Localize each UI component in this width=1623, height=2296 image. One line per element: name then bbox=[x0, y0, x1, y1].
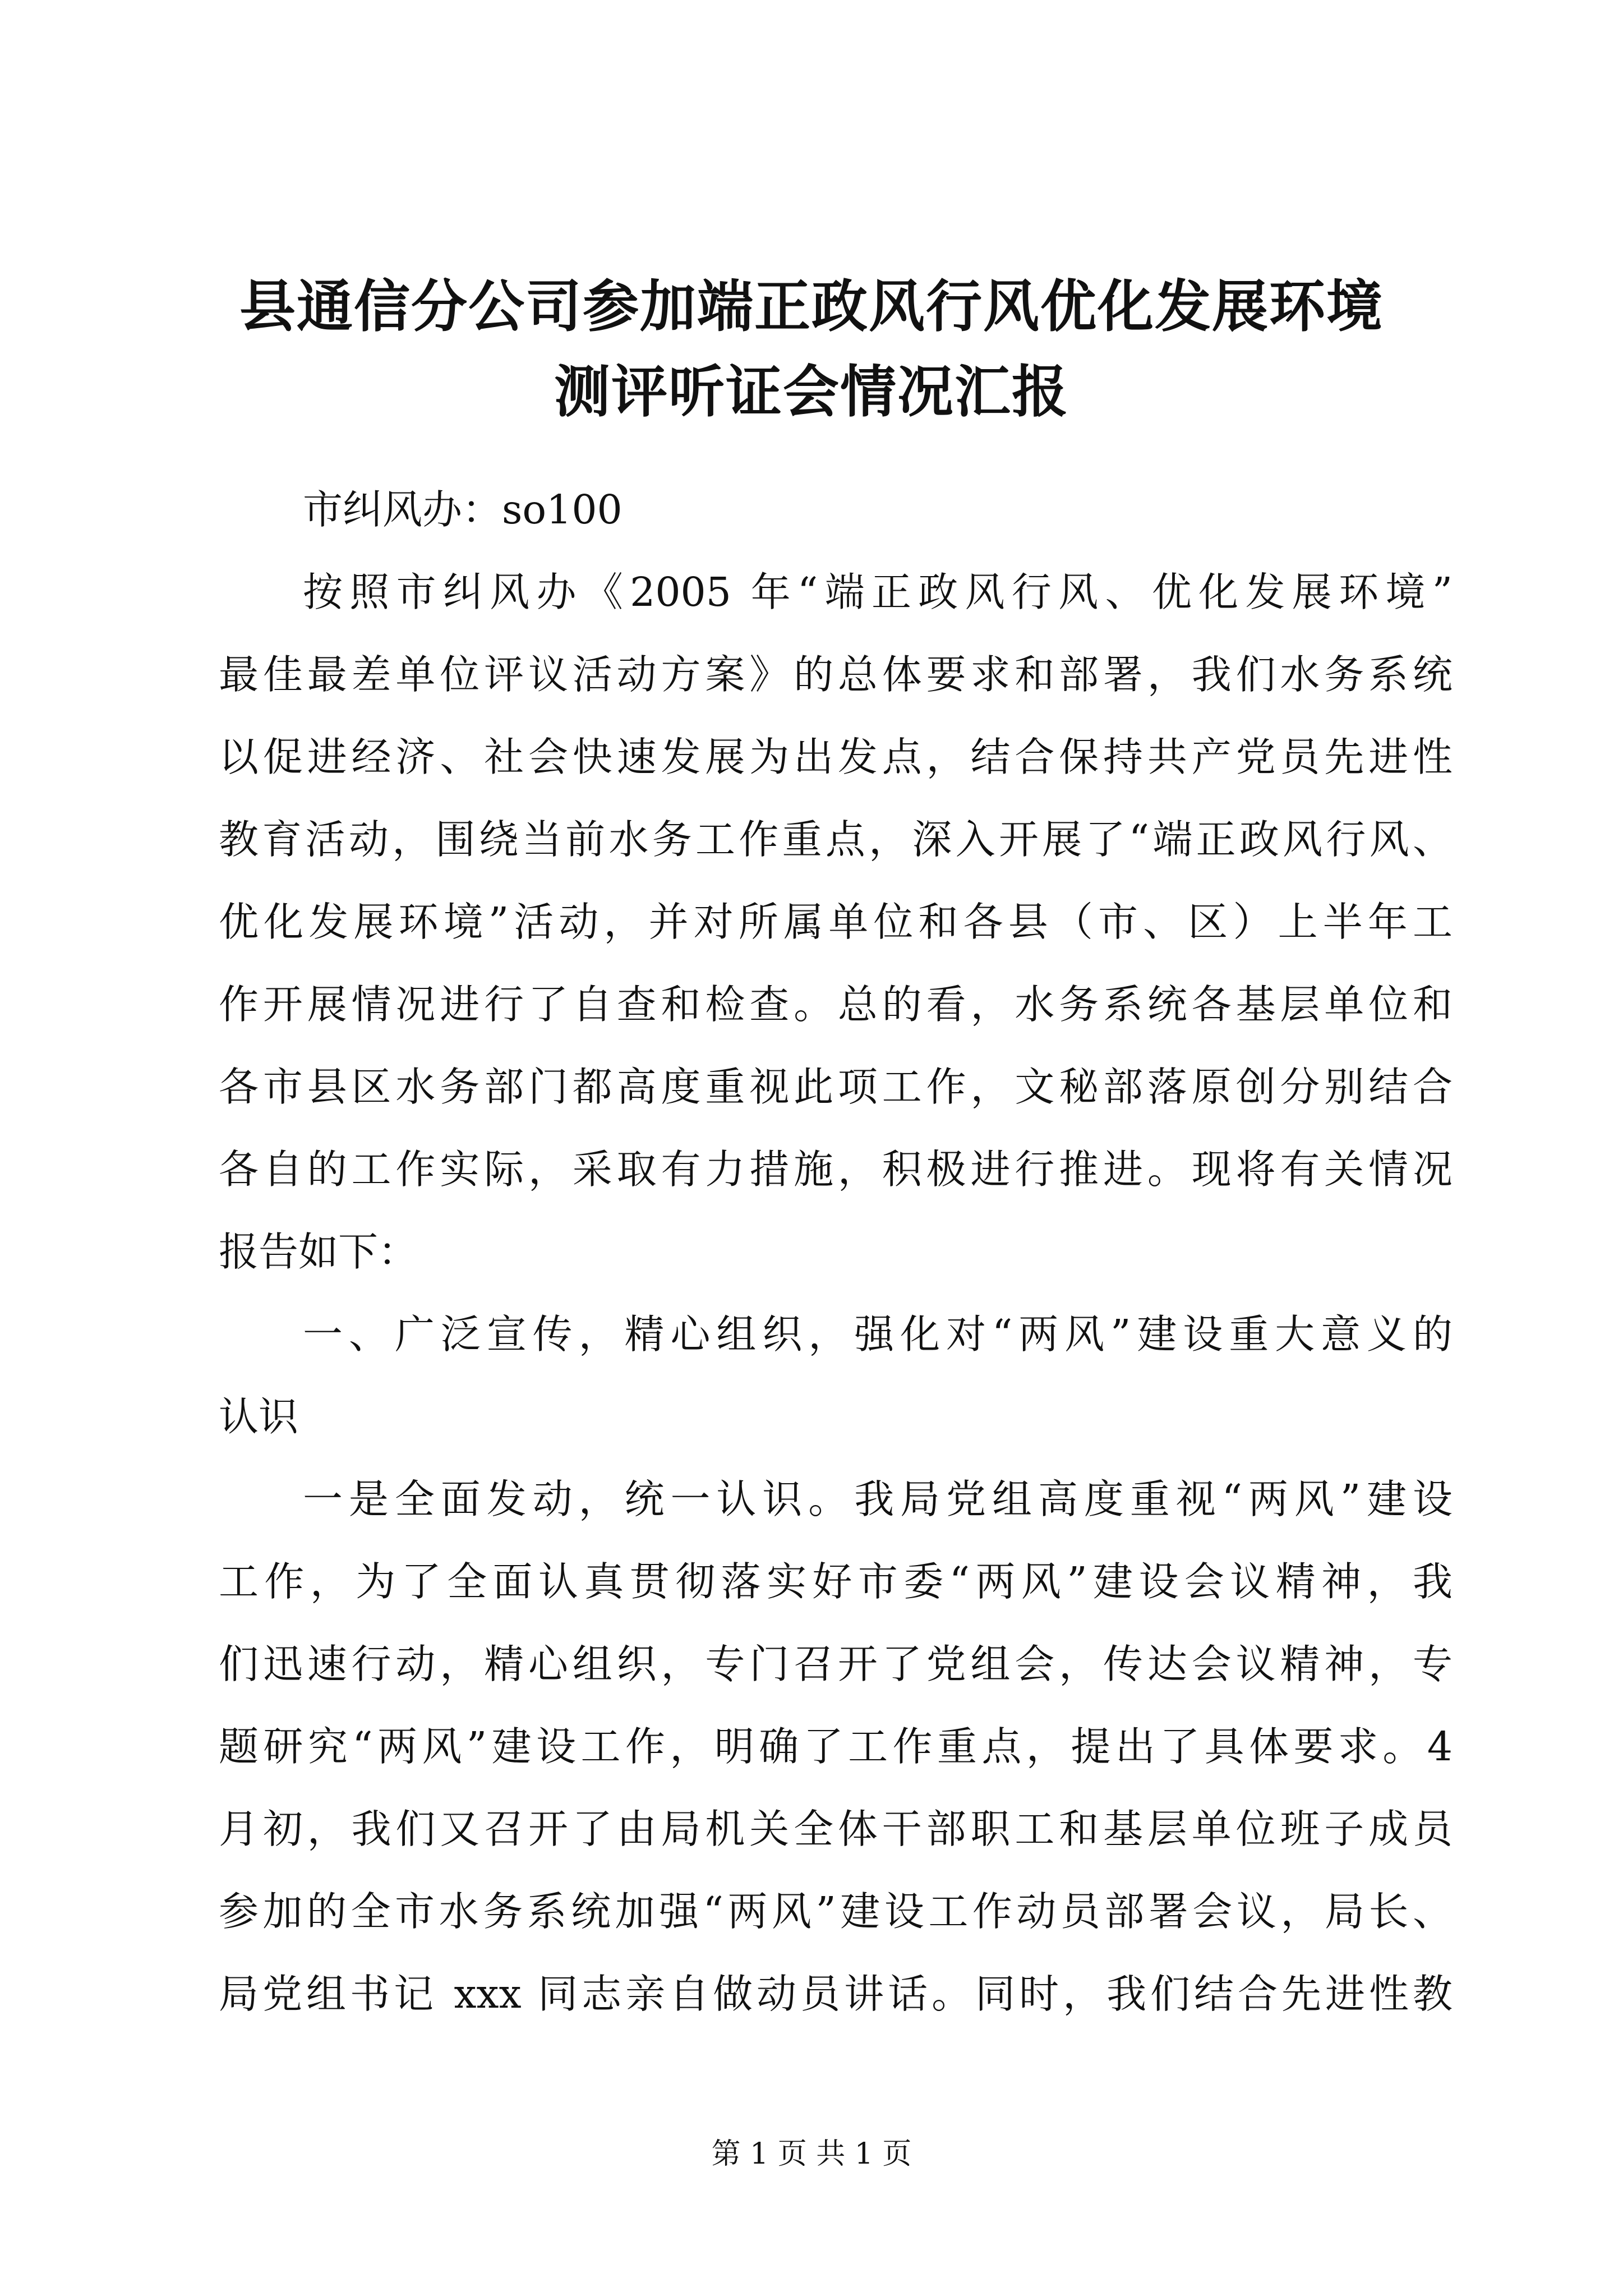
document-body bbox=[219, 468, 1453, 2035]
paragraph-line: 一是全面发动，统一认识。我局党组高度重视“两风”建设 bbox=[303, 1476, 1453, 1522]
paragraph-line: 各自的工作实际，采取有力措施，积极进行推进。现将有关情况 bbox=[219, 1146, 1453, 1193]
paragraph-line: 报告如下： bbox=[219, 1228, 418, 1275]
title-line-2: 测评听证会情况汇报 bbox=[554, 358, 1069, 425]
paragraph-line: 以促进经济、社会快速发展为出发点，结合保持共产党员先进性 bbox=[219, 734, 1453, 780]
paragraph-line: 们迅速行动，精心组织，专门召开了党组会，传达会议精神，专 bbox=[219, 1641, 1453, 1687]
page-footer bbox=[0, 2134, 1623, 2174]
paragraph-line: 优化发展环境”活动，并对所属单位和各县（市、区）上半年工 bbox=[219, 899, 1453, 945]
section-heading-line: 认识 bbox=[219, 1393, 299, 1440]
paragraph-line: 工作，为了全面认真贯彻落实好市委“两风”建设会议精神，我 bbox=[219, 1558, 1453, 1605]
paragraph-line: 最佳最差单位评议活动方案》的总体要求和部署，我们水务系统 bbox=[219, 651, 1453, 698]
paragraph-line: 教育活动，围绕当前水务工作重点，深入开展了“端正政风行风、 bbox=[219, 816, 1453, 863]
paragraph-line: 题研究“两风”建设工作，明确了工作重点，提出了具体要求。4 bbox=[219, 1723, 1453, 1770]
title-line-1: 县通信分公司参加端正政风行风优化发展环境 bbox=[239, 273, 1384, 339]
paragraph-line: 月初，我们又召开了由局机关全体干部职工和基层单位班子成员 bbox=[219, 1806, 1453, 1852]
page-number: 第 1 页 共 1 页 bbox=[711, 2137, 912, 2171]
paragraph-line: 局党组书记 xxx 同志亲自做动员讲话。同时，我们结合先进性教 bbox=[219, 1971, 1453, 2017]
paragraph-line: 按照市纠风办《2005 年“端正政风行风、优化发展环境” bbox=[303, 569, 1453, 615]
salutation-line: 市纠风办：so100 bbox=[303, 486, 623, 533]
document-title bbox=[202, 264, 1421, 434]
section-heading-line: 一、广泛宣传，精心组织，强化对“两风”建设重大意义的 bbox=[303, 1311, 1453, 1358]
paragraph-line: 作开展情况进行了自查和检查。总的看，水务系统各基层单位和 bbox=[219, 981, 1453, 1028]
paragraph-line: 参加的全市水务系统加强“两风”建设工作动员部署会议，局长、 bbox=[219, 1888, 1453, 1935]
paragraph-line: 各市县区水务部门都高度重视此项工作，文秘部落原创分别结合 bbox=[219, 1064, 1453, 1110]
